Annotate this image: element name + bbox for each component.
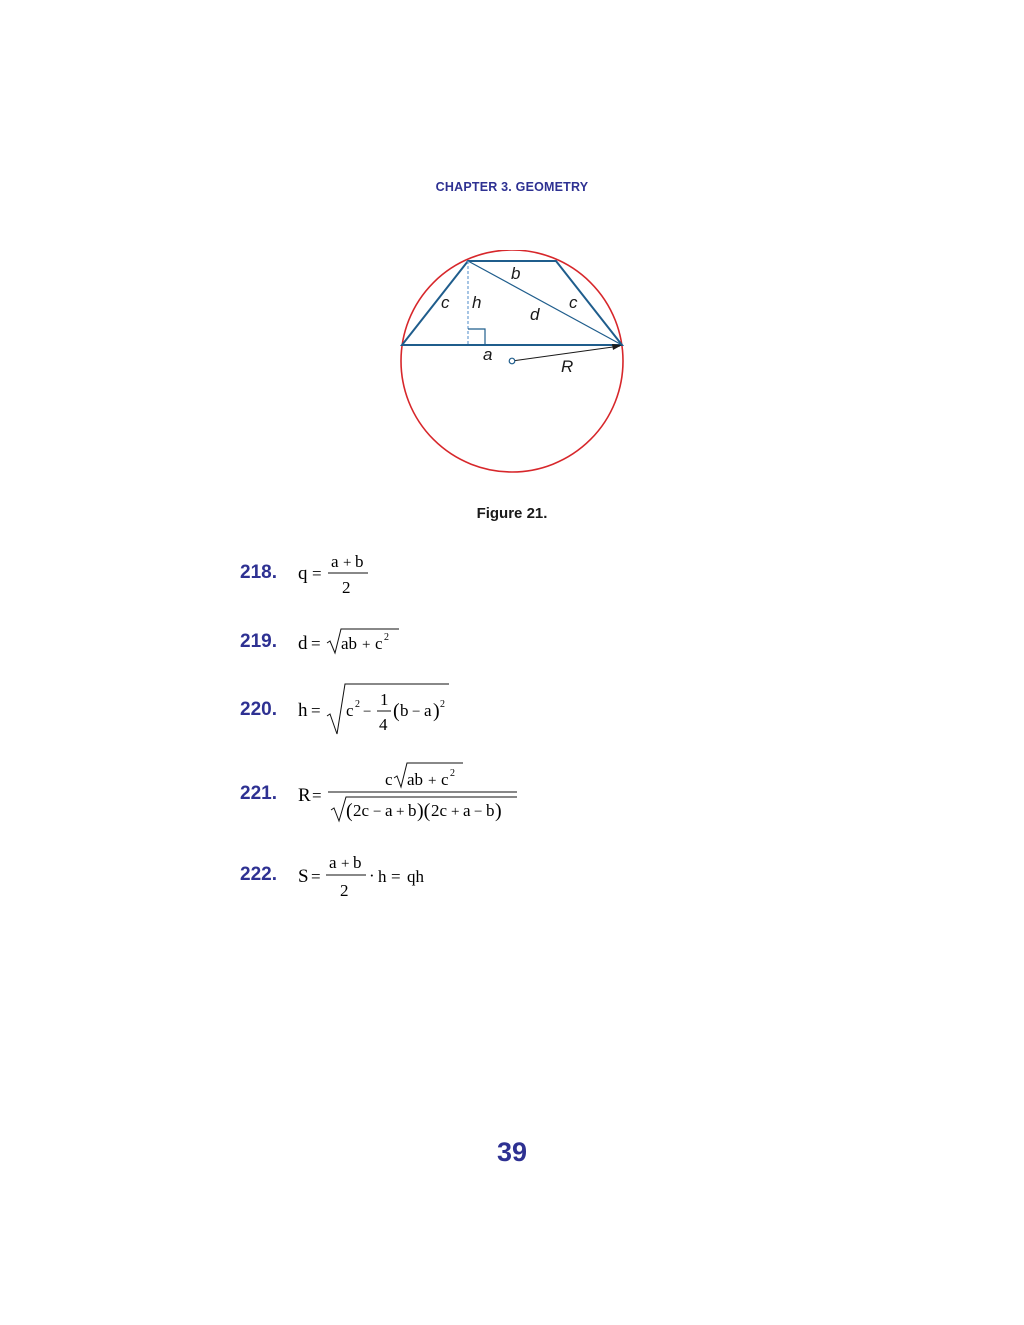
formula-number: 219. — [240, 631, 277, 652]
svg-text:−: − — [474, 804, 483, 820]
svg-text:=: = — [391, 867, 401, 886]
svg-text:d: d — [298, 633, 308, 654]
svg-text:a: a — [463, 801, 471, 820]
circle-center — [509, 358, 515, 364]
svg-text:)(: )( — [417, 800, 431, 822]
svg-text:+: + — [362, 637, 371, 653]
svg-text:): ) — [433, 700, 440, 722]
svg-text:c: c — [375, 634, 383, 653]
svg-text:2: 2 — [440, 699, 445, 710]
right-angle-mark — [468, 329, 485, 345]
svg-text:=: = — [311, 634, 321, 653]
svg-text:−: − — [363, 704, 372, 720]
svg-text:h: h — [378, 867, 387, 886]
svg-text:+: + — [451, 804, 460, 820]
svg-text:=: = — [312, 786, 322, 805]
formula-218-expression — [295, 552, 385, 598]
svg-text:−: − — [373, 804, 382, 820]
formula-219-expression — [295, 625, 425, 659]
formula-number: 221. — [240, 783, 277, 804]
svg-text:=: = — [311, 867, 321, 886]
svg-text:2: 2 — [355, 699, 360, 710]
svg-text:qh: qh — [407, 867, 424, 886]
svg-text:c: c — [441, 770, 449, 789]
svg-text:b: b — [353, 853, 362, 872]
svg-text:2: 2 — [450, 768, 455, 779]
svg-text:c: c — [346, 701, 354, 720]
svg-text:h: h — [298, 700, 308, 721]
svg-text:−: − — [412, 704, 421, 720]
label-c-right: c — [569, 293, 578, 312]
svg-text:2: 2 — [340, 881, 349, 900]
label-R: R — [561, 357, 574, 376]
svg-text:(: ( — [346, 800, 353, 822]
svg-text:R: R — [298, 785, 311, 806]
svg-text:S: S — [298, 866, 309, 887]
svg-text:=: = — [312, 564, 322, 583]
svg-text:+: + — [428, 773, 437, 789]
formula-222-expression — [295, 852, 445, 902]
page-number: 39 — [496, 1137, 528, 1167]
svg-text:2: 2 — [384, 632, 389, 643]
svg-text:a: a — [329, 853, 337, 872]
svg-text:a: a — [424, 701, 432, 720]
svg-text:·: · — [369, 866, 375, 885]
svg-text:=: = — [311, 701, 321, 720]
svg-text:ab: ab — [341, 634, 358, 653]
svg-text:2c: 2c — [431, 801, 448, 820]
diagonal-d — [468, 261, 622, 345]
label-a: a — [483, 345, 493, 364]
svg-text:b: b — [355, 552, 364, 571]
svg-text:a: a — [331, 552, 339, 571]
svg-text:ab: ab — [407, 770, 424, 789]
svg-text:b: b — [400, 701, 409, 720]
svg-text:a: a — [385, 801, 393, 820]
svg-text:b: b — [486, 801, 495, 820]
svg-text:b: b — [408, 801, 417, 820]
label-c-left: c — [441, 293, 450, 312]
svg-text:4: 4 — [379, 715, 388, 734]
svg-text:1: 1 — [380, 690, 389, 709]
formula-220-expression — [295, 680, 465, 740]
svg-text:(: ( — [393, 700, 400, 722]
svg-text:+: + — [343, 555, 352, 571]
label-b: b — [511, 264, 521, 283]
formula-221-expression — [295, 758, 525, 828]
svg-text:q: q — [298, 563, 308, 584]
label-d: d — [530, 305, 540, 324]
svg-text:+: + — [341, 856, 350, 872]
svg-text:2c: 2c — [353, 801, 370, 820]
formula-number: 218. — [240, 562, 277, 583]
svg-text:c: c — [385, 770, 393, 789]
svg-text:+: + — [396, 804, 405, 820]
radius-arrowhead — [612, 344, 622, 350]
label-h: h — [472, 293, 482, 312]
figure-caption: Figure 21. — [476, 505, 548, 522]
svg-text:2: 2 — [342, 578, 351, 597]
trapezoid-circle-figure — [392, 250, 632, 486]
formula-number: 222. — [240, 864, 277, 885]
formula-number: 220. — [240, 699, 277, 720]
svg-text:): ) — [495, 800, 502, 822]
chapter-header: CHAPTER 3. GEOMETRY — [435, 180, 589, 194]
